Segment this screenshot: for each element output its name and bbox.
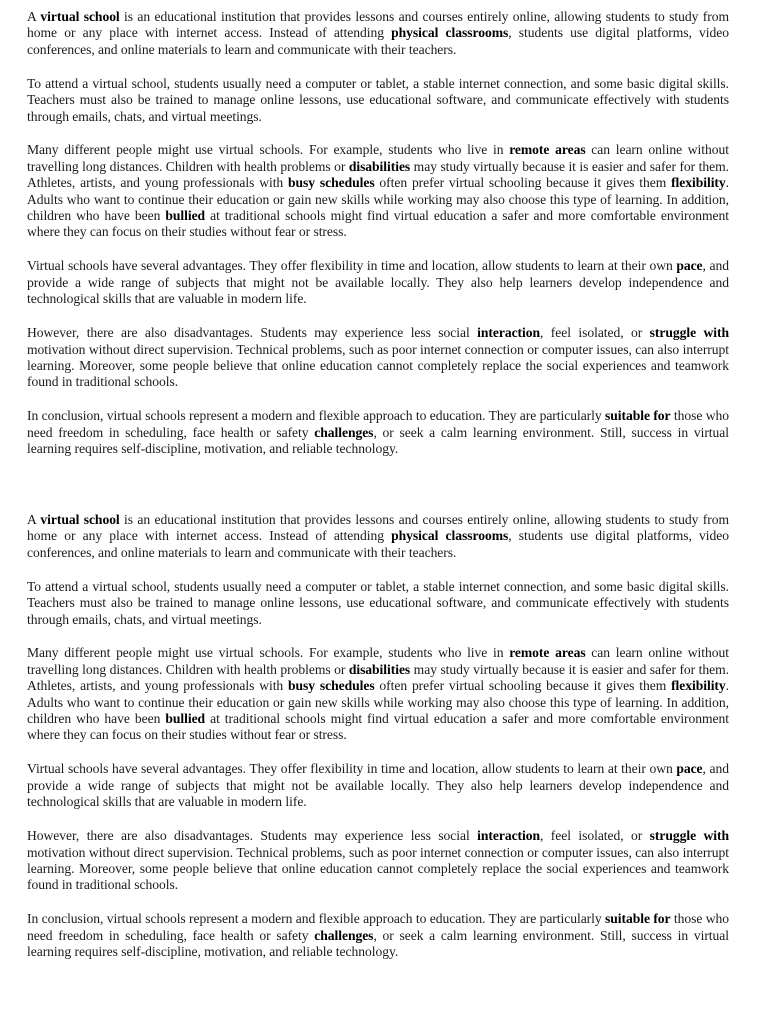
text-run: To attend a virtual school, students usually need a computer or tablet, a stable internet connection, and some basic digital skills. Teachers must also be trained to manage online lessons, use educational software, and communicate effectively with students through emails, chats, and virtual meetings. <box>27 578 729 627</box>
paragraph <box>27 142 729 240</box>
bold-term: flexibility <box>671 678 726 694</box>
text-run: However, there are also disadvantages. Students may experience less social <box>27 325 478 341</box>
bold-term: challenges <box>314 424 374 440</box>
bold-term: suitable for <box>605 408 671 424</box>
text-run: , students use digital platforms, video conferences, and online materials to learn and communicate with their teachers. <box>27 528 729 560</box>
paragraph <box>27 76 729 125</box>
bold-term: busy schedules <box>288 678 375 694</box>
paragraph <box>27 828 729 894</box>
text-run: Many different people might use virtual schools. For example, students who live in <box>27 645 510 661</box>
paragraph <box>27 512 729 561</box>
text-run: , or seek a calm learning environment. Still, success in virtual learning requires self-discipline, motivation, and reliable technology. <box>27 927 729 960</box>
text-run: may study virtually because it is easier and safer for them. Athletes, artists, and young professionals with <box>27 158 729 191</box>
text-run: motivation without direct supervision. Technical problems, such as poor internet connection or computer issues, can also interrupt learning. Moreover, some people believe that online education cannot completely replace the social experiences and teamwork found in traditional schools. <box>27 341 729 390</box>
text-section-first <box>27 9 729 457</box>
bold-term: bullied <box>165 208 206 224</box>
text-run: may study virtually because it is easier and safer for them. Athletes, artists, and young professionals with <box>27 661 729 694</box>
bold-term: interaction <box>477 828 541 844</box>
bold-term: suitable for <box>605 911 671 927</box>
text-run: at traditional schools might find virtual education a safer and more comfortable environment where they can focus on their studies without fear or stress. <box>27 711 729 743</box>
text-run: A <box>27 512 41 527</box>
text-run: . Adults who want to continue their education or gain new skills while working may also choose this type of learning. In addition, children who have been <box>27 678 730 727</box>
bold-term: struggle with <box>649 325 729 341</box>
text-run: Many different people might use virtual schools. For example, students who live in <box>27 142 510 158</box>
text-section-second <box>27 512 729 960</box>
text-run: often prefer virtual schooling because it gives them <box>374 175 672 191</box>
text-run: , and provide a wide range of subjects that might not be available locally. They also help learners develop independence and technological skills that are valuable in modern life. <box>27 761 729 810</box>
text-run: , feel isolated, or <box>540 325 650 341</box>
bold-term: pace <box>676 761 703 777</box>
paragraph <box>27 258 729 307</box>
bold-term: challenges <box>314 927 374 943</box>
bold-term: disabilities <box>348 661 411 677</box>
paragraph <box>27 408 729 457</box>
paragraph <box>27 645 729 743</box>
text-run: To attend a virtual school, students usually need a computer or tablet, a stable internet connection, and some basic digital skills. Teachers must also be trained to manage online lessons, use educational software, and communicate effectively with students through emails, chats, and virtual meetings. <box>27 75 729 124</box>
text-run: motivation without direct supervision. Technical problems, such as poor internet connection or computer issues, can also interrupt learning. Moreover, some people believe that online education cannot completely replace the social experiences and teamwork found in traditional schools. <box>27 844 729 893</box>
bold-term: virtual school <box>40 9 120 24</box>
text-run: However, there are also disadvantages. Students may experience less social <box>27 828 478 844</box>
text-run: can learn online without travelling long distances. Children with health problems or <box>27 645 729 677</box>
text-run: , students use digital platforms, video conferences, and online materials to learn and communicate with their teachers. <box>27 25 729 57</box>
text-run: , or seek a calm learning environment. Still, success in virtual learning requires self-discipline, motivation, and reliable technology. <box>27 424 729 457</box>
bold-term: busy schedules <box>288 175 375 191</box>
bold-term: interaction <box>477 325 541 341</box>
text-run: A <box>27 9 41 24</box>
text-run: those who need freedom in scheduling, face health or safety <box>27 408 729 440</box>
paragraph <box>27 911 729 960</box>
text-run: is an educational institution that provides lessons and courses entirely online, allowing students to study from home or any place with internet access. Instead of attending <box>27 9 729 41</box>
bold-term: physical classrooms <box>391 528 509 544</box>
text-run: Virtual schools have several advantages. They offer flexibility in time and location, allow students to learn at their own <box>27 761 677 777</box>
text-run: can learn online without travelling long distances. Children with health problems or <box>27 142 729 174</box>
text-run: . Adults who want to continue their education or gain new skills while working may also choose this type of learning. In addition, children who have been <box>27 175 730 224</box>
bold-term: pace <box>676 258 703 274</box>
text-run: , and provide a wide range of subjects that might not be available locally. They also help learners develop independence and technological skills that are valuable in modern life. <box>27 258 729 307</box>
text-run: is an educational institution that provides lessons and courses entirely online, allowing students to study from home or any place with internet access. Instead of attending <box>27 512 729 544</box>
bold-term: remote areas <box>509 142 586 158</box>
bold-term: virtual school <box>40 512 120 527</box>
text-run: Virtual schools have several advantages. They offer flexibility in time and location, allow students to learn at their own <box>27 258 677 274</box>
text-run: , feel isolated, or <box>540 828 650 844</box>
bold-term: remote areas <box>509 645 586 661</box>
text-run: those who need freedom in scheduling, face health or safety <box>27 911 729 943</box>
text-run: In conclusion, virtual schools represent a modern and flexible approach to education. They are particularly <box>27 911 606 927</box>
bold-term: struggle with <box>649 828 729 844</box>
paragraph <box>27 579 729 628</box>
paragraph <box>27 325 729 391</box>
text-run: In conclusion, virtual schools represent a modern and flexible approach to education. They are particularly <box>27 408 606 424</box>
text-run: at traditional schools might find virtual education a safer and more comfortable environment where they can focus on their studies without fear or stress. <box>27 208 729 240</box>
bold-term: flexibility <box>671 175 726 191</box>
paragraph <box>27 761 729 810</box>
text-run: often prefer virtual schooling because it gives them <box>374 678 672 694</box>
bold-term: disabilities <box>348 158 411 174</box>
bold-term: bullied <box>165 711 206 727</box>
paragraph <box>27 9 729 58</box>
bold-term: physical classrooms <box>391 25 509 41</box>
